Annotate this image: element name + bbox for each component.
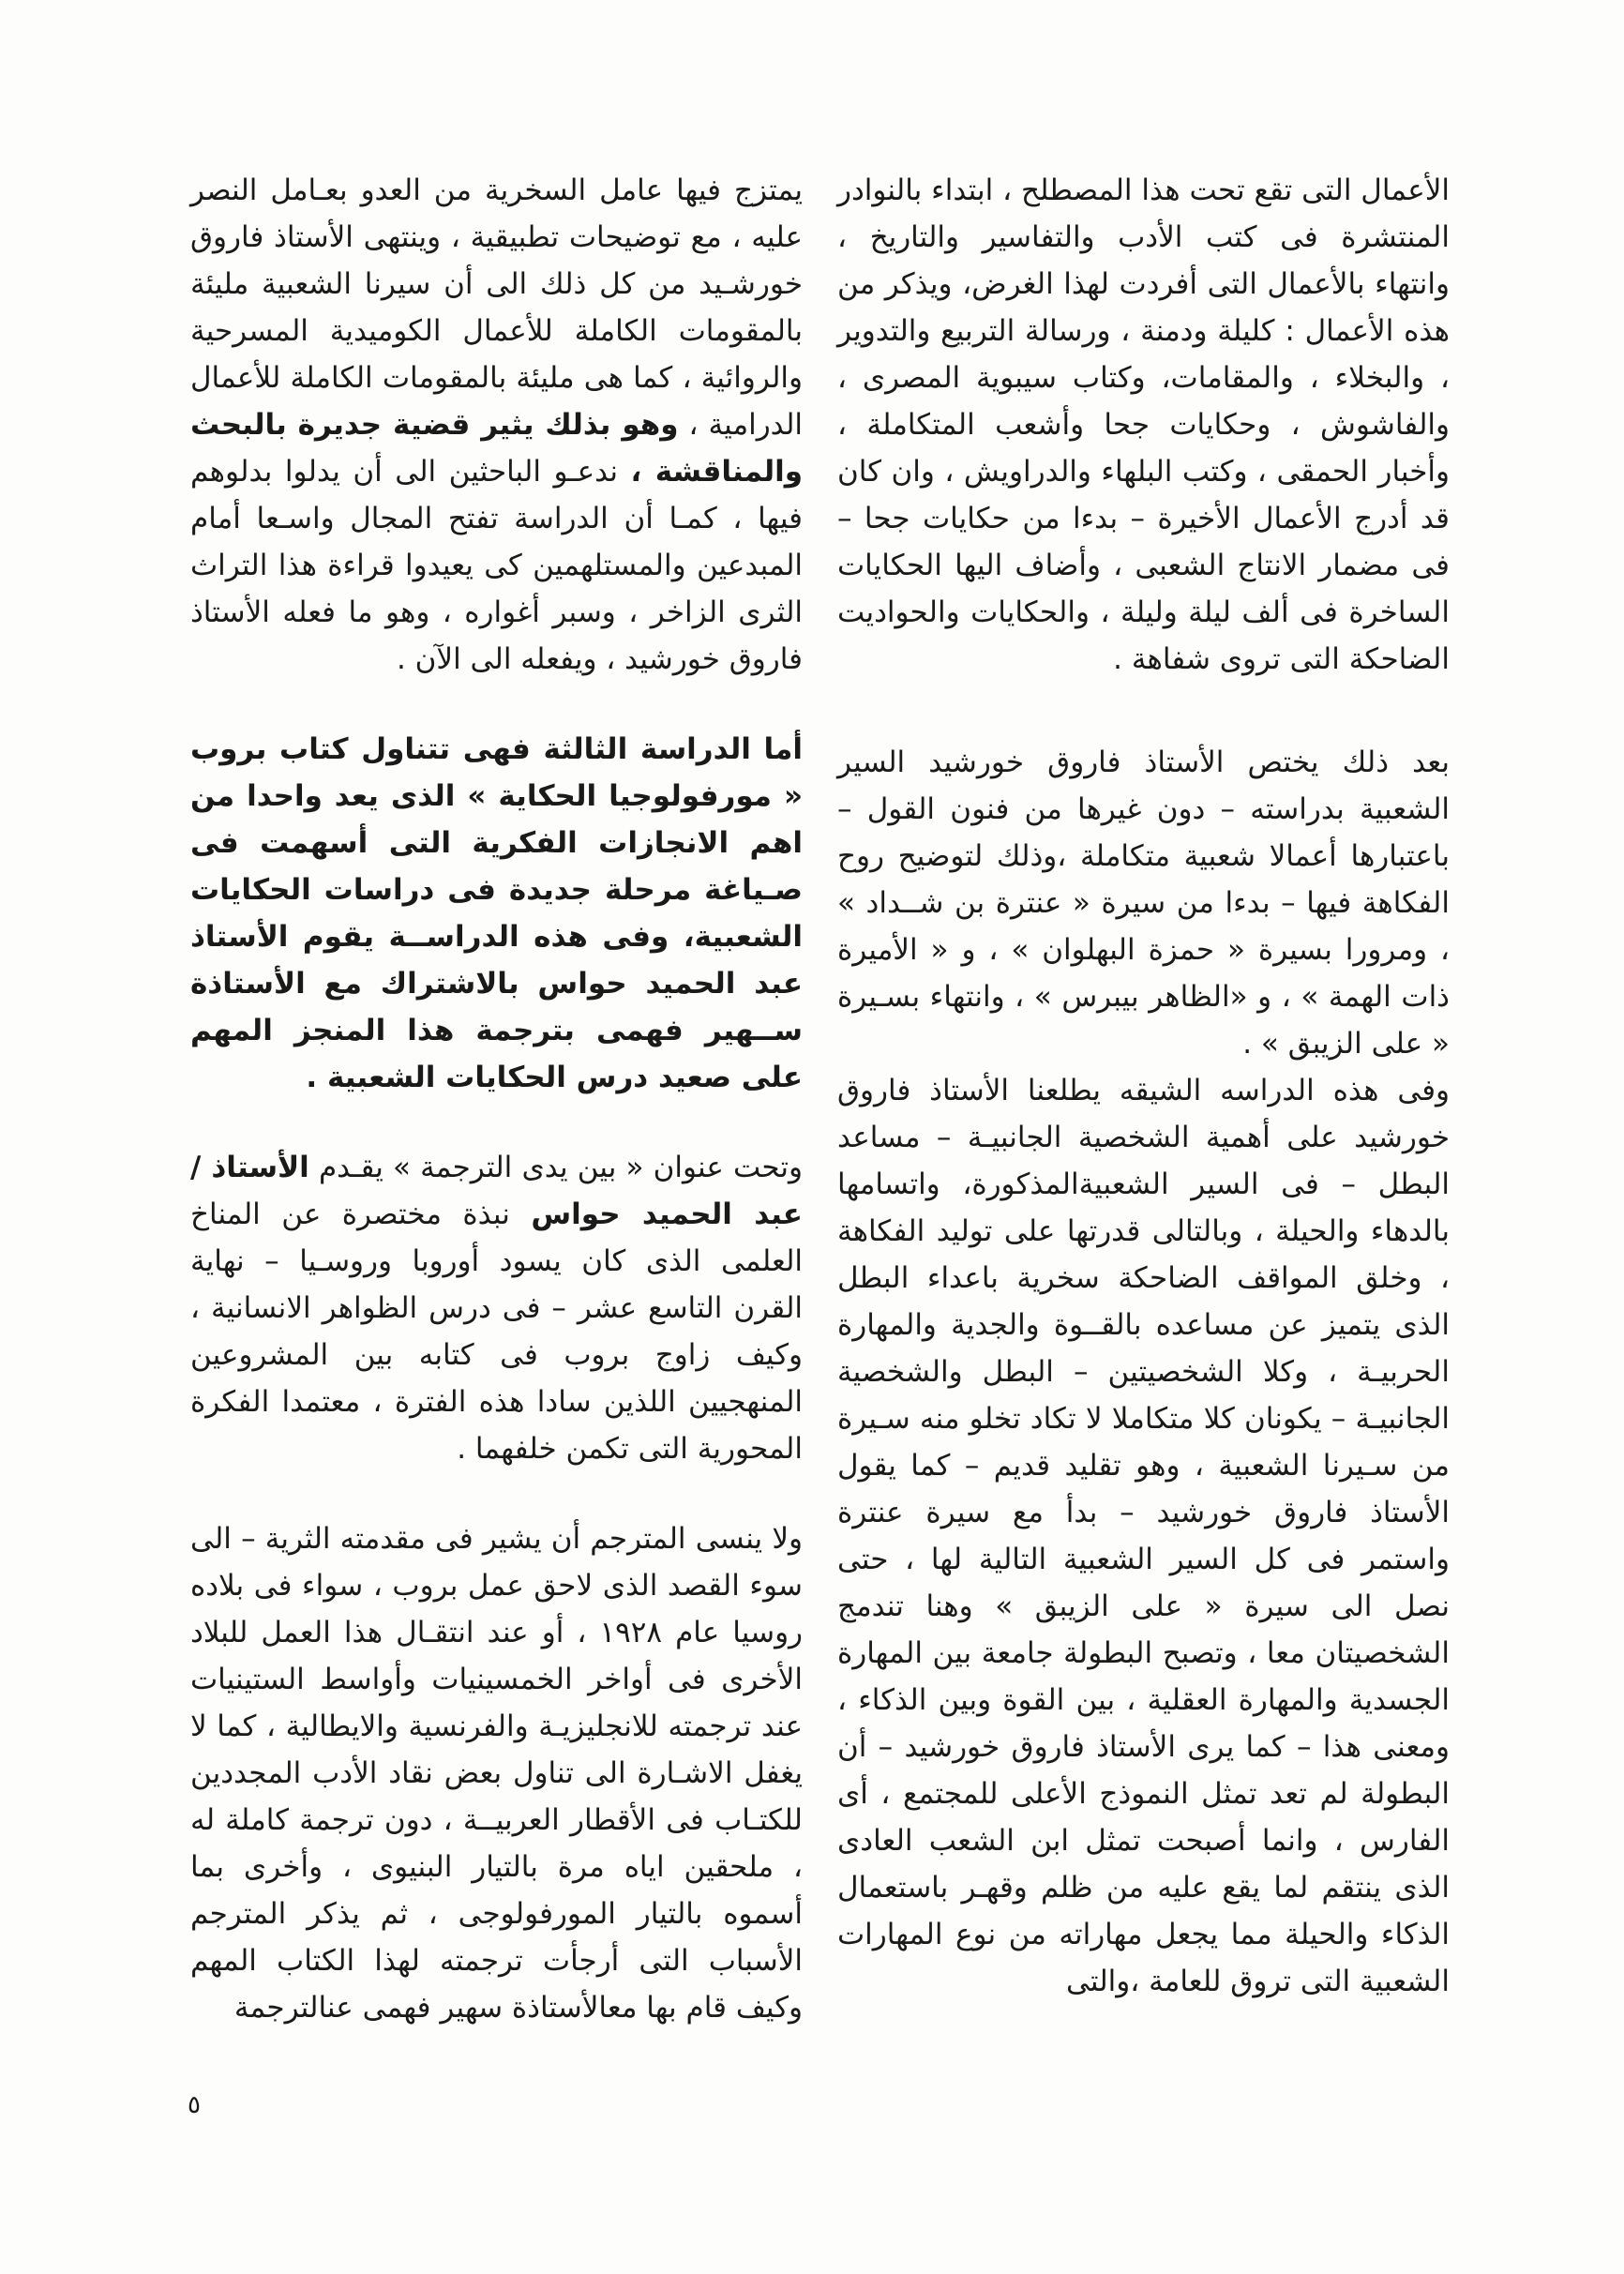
paragraph: الأعمال التى تقع تحت هذا المصطلح ، ابتداء بالنوادر المنتشرة فى كتب الأدب والتفاسير والتاريخ ، وانتهاء بالأعمال التى أفردت لهذا الغرض، ويذكر من هذه الأعمال : كليلة ودمنة ، ورسالة التربيع والتدوير ، والبخلاء ، والمقامات، وكتاب سيبوية المصرى ، والفاشوش ، وحكايات جحا وأشعب المتكاملة ، وأخبار الحمقى ، وكتب البلهاء والدراويش ، وان كان قد أدرج الأعمال الأخيرة – بدءا من حكايات جحا – فى مضمار الانتاج الشعبى ، وأضاف اليها الحكايات الساخرة فى ألف ليلة وليلة ، والحكايات والحواديت الضاحكة التى تروى شفاهة . <box>837 173 1450 676</box>
left-column <box>190 167 803 2031</box>
text-span: وتحت عنوان « بين يدى الترجمة » يقـدم <box>318 1151 804 1184</box>
text-span: نبذة مختصرة عن المناخ العلمى الذى كان يسود أوروبا وروسـيا – نهاية القرن التاسع عشر – فى درس الظواهر الانسانية ، وكيف زاوج بروب فى كتابه بين المشروعين المنهجيين اللذين سادا هذه الفترة ، معتمدا الفكرة المحورية التى تكمن خلفهما . <box>190 1197 803 1466</box>
right-column <box>837 167 1450 2005</box>
paragraph <box>190 1144 803 1472</box>
text-span: يمتزج فيها عامل السخرية من العدو بعـامل النصر عليه ، مع توضيحات تطبيقية ، وينتهى الأستاذ فاروق خورشـيد من كل ذلك الى أن سيرنا الشعبية مليئة بالمقومات الكاملة للأعمال الكوميدية المسرحية والروائية ، كما هى مليئة بالمقومات الكاملة للأعمال الدرامية ، <box>190 173 804 442</box>
paragraph <box>190 167 803 683</box>
paragraph: بعد ذلك يختص الأستاذ فاروق خورشيد السير الشعبية بدراسته – دون غيرها من فنون القول – باعتبارها أعمالا شعبية متكاملة ،وذلك لتوضيح روح الفكاهة فيها – بدءا من سيرة « عنترة بن شــداد » ، ومرورا بسيرة « حمزة البهلوان » ، و « الأميرة ذات الهمة » ، و «الظاهر بيبرس » ، وانتهاء بسـيرة « على الزيبق » . <box>837 745 1450 1061</box>
paragraph: ولا ينسى المترجم أن يشير فى مقدمته الثرية – الى سوء القصد الذى لاحق عمل بروب ، سواء فى بلاده روسيا عام ١٩٢٨ ، أو عند انتقـال هذا العمل للبلاد الأخرى فى أواخر الخمسينيات وأواسط الستينيات عند ترجمته للانجليزيـة والفرنسية والايطالية ، كما لا يغفل الاشـارة الى تناول بعض نقاد الأدب المجددين للكتـاب فى الأقطار العربيــة ، دون ترجمة كاملة له ، ملحقين اياه مرة بالتيار البنيوى ، وأخرى بما أسموه بالتيار المورفولوجى ، ثم يذكر المترجم الأسباب التى أرجأت ترجمته لهذا الكتاب المهم وكيف قام بها معالأستاذة سهير فهمى عنالترجمة <box>190 1522 804 2025</box>
author-name: الأستاذ / عبد الحميد حواس <box>190 1151 803 1231</box>
bold-paragraph: أما الدراسة الثالثة فهى تتناول كتاب بروب « مورفولوجيا الحكاية » الذى يعد واحدا من اهم الانجازات الفكرية التى أسهمت فى صـياغة مرحلة جديدة فى دراسات الحكايات الشعبية، وفى هذه الدراســة يقوم الأستاذ عبد الحميد حواس بالاشتراك مع الأستاذة ســهير فهمى بترجمة هذا المنجز المهم على صعيد درس الحكايات الشعبية . <box>190 732 803 1094</box>
paragraph: وفى هذه الدراسه الشيقه يطلعنا الأستاذ فاروق خورشيد على أهمية الشخصية الجانبيـة – مساعد البطل – فى السير الشعبيةالمذكورة، واتسامها بالدهاء والحيلة ، وبالتالى قدرتها على توليد الفكاهة ، وخلق المواقف الضاحكة سخرية باعداء البطل الذى يتميز عن مساعده بالقــوة والجدية والمهارة الحربيـة ، وكلا الشخصيتين – البطل والشخصية الجانبيـة – يكونان كلا متكاملا لا تكاد تخلو منه سـيرة من سـيرنا الشعبية ، وهو تقليد قديم – كما يقول الأستاذ فاروق خورشيد – بدأ مع سيرة عنترة واستمر فى كل السير الشعبية التالية لها ، حتى نصل الى سيرة « على الزيبق » وهنا تندمج الشخصيتان معا ، وتصبح البطولة جامعة بين المهارة الجسدية والمهارة العقلية ، بين القوة وبين الذكاء ، ومعنى هذا – كما يرى الأستاذ فاروق خورشيد – أن البطولة لم تعد تمثل النموذج الأعلى للمجتمع ، أى الفارس ، وانما أصبحت تمثل ابن الشعب العادى الذى ينتقم لما يقع عليه من ظلم وقهـر باستعمال الذكاء والحيلة مما يجعل مهاراته من نوع المهارات الشعبية التى تروق للعامة ،والتى <box>837 1074 1450 1998</box>
emphasis-text: وهو بذلك يثير قضية جديرة بالبحث والمناقشة ، <box>190 408 803 489</box>
page-number: ٥ <box>188 2091 201 2119</box>
text-span: ندعـو الباحثين الى أن يدلوا بدلوهم فيها ، كمـا أن الدراسة تفتح المجال واسـعا أمام المبدعين والمستلهمين كى يعيدوا قراءة هذا التراث الثرى الزاخر ، وسبر أغواره ، وهو ما فعله الأستاذ فاروق خورشيد ، ويفعله الى الآن . <box>190 455 803 676</box>
